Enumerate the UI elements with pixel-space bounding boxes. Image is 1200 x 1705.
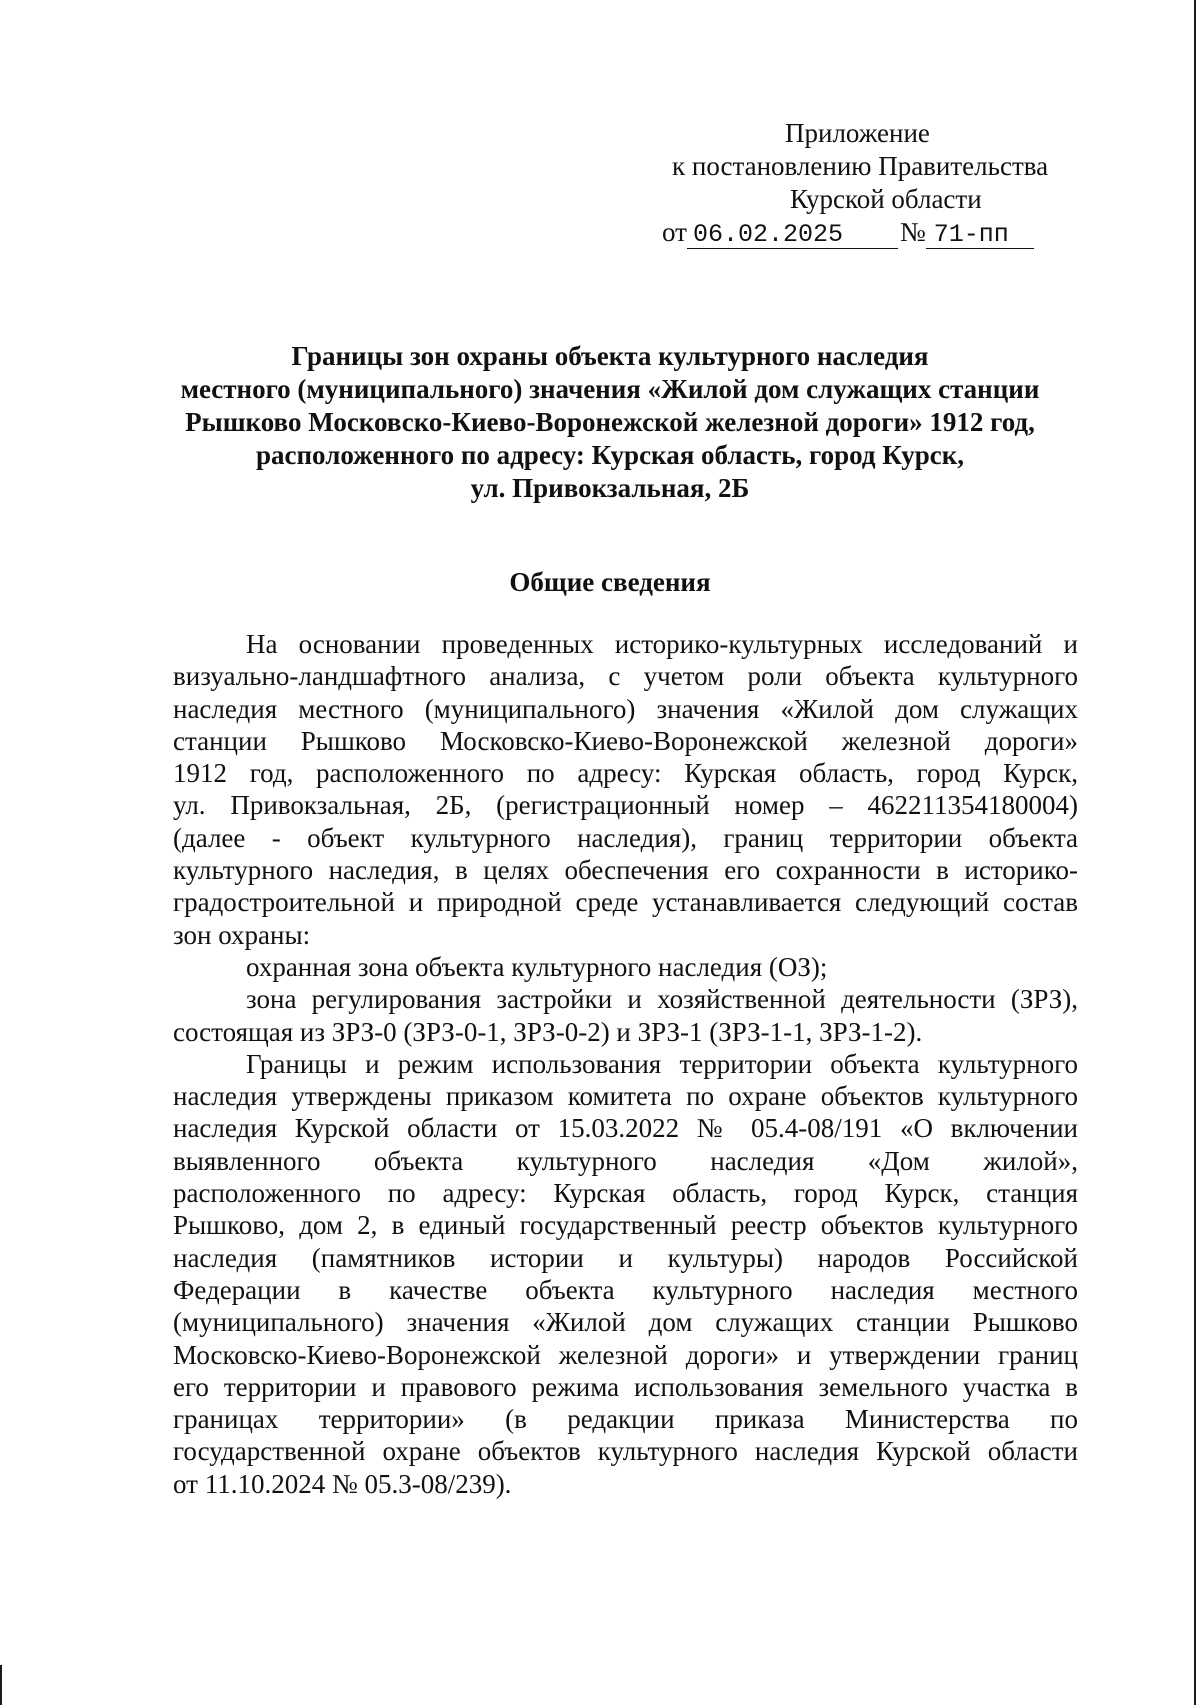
- text-line: культурного наследия, в целях обеспечения его сохранности в историко-: [173, 855, 1078, 886]
- text-line: Московско-Киево-Воронежской железной дороги» и утверждении границ: [173, 1339, 1078, 1370]
- decree-number: 71-пп: [926, 222, 1034, 249]
- paragraph-basis: [173, 628, 1078, 951]
- text-line: зона регулирования застройки и хозяйственной деятельности (ЗРЗ),: [246, 984, 1078, 1015]
- appendix-date-number: [600, 216, 1160, 249]
- appendix-decree-ref: к постановлению Правительства: [672, 151, 1049, 181]
- text-line: На основании проведенных историко-культурных исследований и: [246, 629, 1078, 659]
- title-line: Границы зон охраны объекта культурного наследия: [291, 341, 929, 371]
- text-line: (далее - объект культурного наследия), границ территории объекта: [173, 822, 1078, 853]
- appendix-label: Приложение: [785, 118, 930, 148]
- paragraph-boundaries: [173, 1048, 1078, 1500]
- title-line: ул. Привокзальная, 2Б: [470, 473, 750, 503]
- appendix-region: Курской области: [790, 184, 982, 214]
- number-label: №: [899, 217, 926, 247]
- text-line: его территории и правового режима использования земельного участка в: [173, 1371, 1078, 1402]
- text-line: ул. Привокзальная, 2Б, (регистрационный номер – 462211354180004): [173, 790, 1078, 821]
- scan-edge-line: [1194, 0, 1196, 1705]
- text-line: состоящая из ЗРЗ-0 (ЗРЗ-0-1, ЗРЗ-0-2) и ЗРЗ-1 (ЗРЗ-1-1, ЗРЗ-1-2).: [173, 1016, 923, 1047]
- text-line: выявленного объекта культурного наследия «Дом жилой»,: [173, 1145, 1078, 1176]
- text-line: расположенного по адресу: Курская область, город Курск, станция: [173, 1178, 1078, 1209]
- text-line: визуально-ландшафтного анализа, с учетом роли объекта культурного: [173, 661, 1078, 692]
- text-line: Федерации в качестве объекта культурного наследия местного: [173, 1274, 1078, 1305]
- text-line: границах территории» (в редакции приказа Министерства по: [173, 1404, 1078, 1435]
- text-line: наследия местного (муниципального) значения «Жилой дом служащих: [173, 693, 1078, 724]
- text-line: наследия утверждены приказом комитета по охране объектов культурного: [173, 1081, 1078, 1112]
- text-line: зон охраны:: [173, 919, 311, 950]
- body-text: [173, 628, 1078, 1500]
- text-line: наследия Курской области от 15.03.2022 № 05.4-08/191 «О включении: [173, 1113, 1078, 1144]
- text-line: градостроительной и природной среде устанавливается следующий состав: [173, 887, 1078, 918]
- text-line: Границы и режим использования территории объекта культурного: [246, 1048, 1078, 1079]
- scan-edge-mark: [0, 1665, 2, 1705]
- text-line: от 11.10.2024 № 05.3-08/239).: [173, 1468, 512, 1499]
- text-line: охранная зона объекта культурного наследия (ОЗ);: [246, 951, 828, 982]
- text-line: государственной охране объектов культурного наследия Курской области: [173, 1436, 1078, 1467]
- text-line: Рышково, дом 2, в единый государственный реестр объектов культурного: [173, 1210, 1078, 1241]
- appendix-block: [600, 117, 1160, 249]
- text-line: станции Рышково Московско-Киево-Воронежской железной дороги»: [173, 725, 1078, 756]
- document-title: [150, 340, 1070, 505]
- text-line: (муниципального) значения «Жилой дом служащих станции Рышково: [173, 1307, 1078, 1338]
- decree-date: 06.02.2025: [687, 222, 898, 249]
- text-line: наследия (памятников истории и культуры) народов Российской: [173, 1242, 1078, 1273]
- section-heading: Общие сведения: [509, 567, 711, 597]
- from-label: от: [662, 217, 687, 247]
- paragraph-zone-oz: [173, 951, 1078, 983]
- paragraph-zone-zrz: [173, 983, 1078, 1048]
- title-line: расположенного по адресу: Курская область, город Курск,: [256, 440, 964, 470]
- title-line: Рышково Московско-Киево-Воронежской железной дороги» 1912 год,: [185, 407, 1035, 437]
- title-line: местного (муниципального) значения «Жилой дом служащих станции: [180, 374, 1040, 404]
- text-line: 1912 год, расположенного по адресу: Курская область, город Курск,: [173, 758, 1078, 789]
